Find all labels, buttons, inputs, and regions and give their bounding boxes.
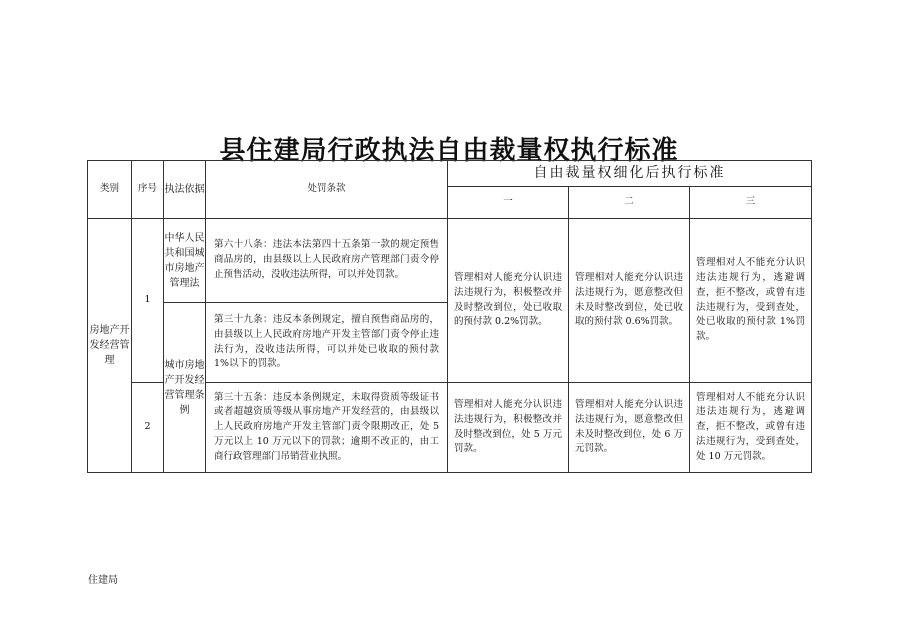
standard-2-level-3: 管理相对人不能充分认识违法违规行为，逃避调查，拒不整改，或曾有违法违规行为，受到查处，处 10 万元罚款。 xyxy=(690,383,812,473)
header-basis: 执法依据 xyxy=(164,161,206,219)
category-cell: 房地产开发经营管理 xyxy=(88,219,132,473)
clause-cell-3: 第三十五条：违反本条例规定，未取得资质等级证书或者超越资质等级从事房地产开发经营的，由县级以上人民政府房地产开发主管部门责令限期改正，处 5 万元以上 10 万元以下的罚款；逾期不改正的，由工商行政管理部门吊销营业执照。 xyxy=(206,383,448,473)
standard-2-level-1: 管理相对人能充分认识违法违规行为，积极整改并及时整改到位，处 5 万元罚款。 xyxy=(448,383,569,473)
standards-table xyxy=(87,160,812,473)
standard-1-level-1: 管理相对人能充分认识违法违规行为，积极整改并及时整改到位，处已收取的预付款 0.2%罚款。 xyxy=(448,219,569,383)
header-standard: 自由裁量权细化后执行标准 xyxy=(448,161,812,187)
footer-agency: 住建局 xyxy=(88,575,118,586)
clause-cell-2: 第三十九条：违反本条例规定，擅自预售商品房的，由县级以上人民政府房地产开发主管部门责令停止违法行为，没收违法所得，可以并处已收取的预付款 1%以下的罚款。 xyxy=(206,303,448,383)
header-seq: 序号 xyxy=(132,161,164,219)
seq-cell-2: 2 xyxy=(132,383,164,473)
header-category: 类别 xyxy=(88,161,132,219)
page-title: 县住建局行政执法自由裁量权执行标准 xyxy=(219,136,679,166)
basis-cell-2: 城市房地产开发经营管理条例 xyxy=(164,303,206,473)
header-clause: 处罚条款 xyxy=(206,161,448,219)
table-row xyxy=(88,219,812,303)
header-row-1 xyxy=(88,161,812,187)
standard-2-level-2: 管理相对人能充分认识违法违规行为，愿意整改但未及时整改到位，处 6 万元罚款。 xyxy=(569,383,690,473)
standard-1-level-3: 管理相对人不能充分认识违法违规行为，逃避调查，拒不整改，或曾有违法违规行为，受到查处，处已收取的预付款 1%罚款。 xyxy=(690,219,812,383)
standard-1-level-2: 管理相对人能充分认识违法违规行为，愿意整改但未及时整改到位，处已收取的预付款 0.6%罚款。 xyxy=(569,219,690,383)
clause-cell-1: 第六十八条：违法本法第四十五条第一款的规定预售商品房的，由县级以上人民政府房产管理部门责令停止预售活动，没收违法所得，可以并处罚款。 xyxy=(206,219,448,303)
header-level-1: 一 xyxy=(448,187,569,219)
header-level-2: 二 xyxy=(569,187,690,219)
header-level-3: 三 xyxy=(690,187,812,219)
seq-cell-1: 1 xyxy=(132,219,164,383)
basis-cell-1: 中华人民共和国城市房地产管理法 xyxy=(164,219,206,303)
